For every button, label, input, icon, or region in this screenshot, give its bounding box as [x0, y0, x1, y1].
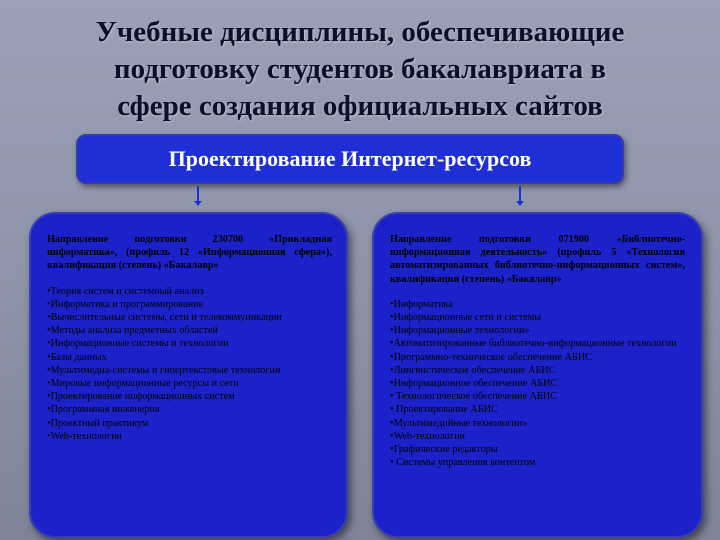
list-item: •Мультимедийные технологии» — [390, 417, 528, 429]
list-item: •Информационные системы и технологии — [47, 338, 229, 350]
list-item: •Программная инженерия — [47, 404, 160, 416]
list-item: •Графические редакторы — [390, 444, 498, 456]
left-program-panel — [29, 212, 348, 538]
list-item: •Информационные сети и системы — [390, 312, 542, 324]
list-item: •Проектный практикум — [47, 417, 149, 429]
slide-title-line: сфере создания официальных сайтов — [117, 90, 603, 122]
list-item: •Программно-техническое обеспечение АБИС — [390, 351, 592, 363]
list-item: •Web-технологии — [390, 430, 465, 442]
list-item: •Вычислительные системы, сети и телекоммуникации — [47, 312, 282, 324]
list-item: •Информатика и программирование — [47, 298, 204, 310]
list-item: • Проектирование АБИС — [390, 404, 498, 416]
right-program-direction: Направление подготовки 071900 «Библиотечно-информационная деятельность» (профиль 5 «Технология автоматизированных библиотечно-информационных систем», квалификация (степень) «Бакалавр» — [390, 234, 685, 285]
list-item: • Технологическое обеспечение АБИС — [390, 391, 557, 403]
list-item: •Лингвистическое обеспечение АБИС — [390, 364, 556, 376]
list-item: •Мировые информационные ресурсы и сети — [47, 378, 239, 390]
list-item: •Автоматизированные библиотечно-информационные технологии — [390, 338, 677, 350]
slide-title-line: Учебные дисциплины, обеспечивающие — [95, 16, 625, 48]
right-arrow-icon — [519, 186, 521, 202]
left-subject-list — [47, 285, 332, 443]
slide-title — [20, 14, 700, 125]
list-item: •Информационные технологии» — [390, 325, 530, 337]
course-header-box: Проектирование Интернет-ресурсов — [76, 134, 624, 184]
list-item: •Базы данных — [47, 351, 107, 363]
list-item: •Теория систем и системный анализ — [47, 285, 204, 297]
list-item: •Информационное обеспечение АБИС — [390, 378, 558, 390]
right-subject-list — [390, 298, 685, 470]
list-item: • Системы управления контентом — [390, 457, 536, 469]
list-item: •Мультимедиа-системы и гипертекстовые технологии — [47, 364, 281, 376]
slide-title-line: подготовку студентов бакалавриата в — [113, 53, 607, 85]
list-item: •Web-технологии — [47, 430, 122, 442]
right-program-panel — [372, 212, 703, 538]
left-arrow-icon — [197, 186, 199, 202]
left-program-direction: Направление подготовки 230700 «Прикладная информатика», (профиль 12 «Информационная сфера»), квалификация (степень) «Бакалавр» — [47, 234, 332, 272]
list-item: •Информатика — [390, 298, 453, 310]
list-item: •Проектирование информационных систем — [47, 391, 235, 403]
list-item: •Методы анализа предметных областей — [47, 325, 218, 337]
